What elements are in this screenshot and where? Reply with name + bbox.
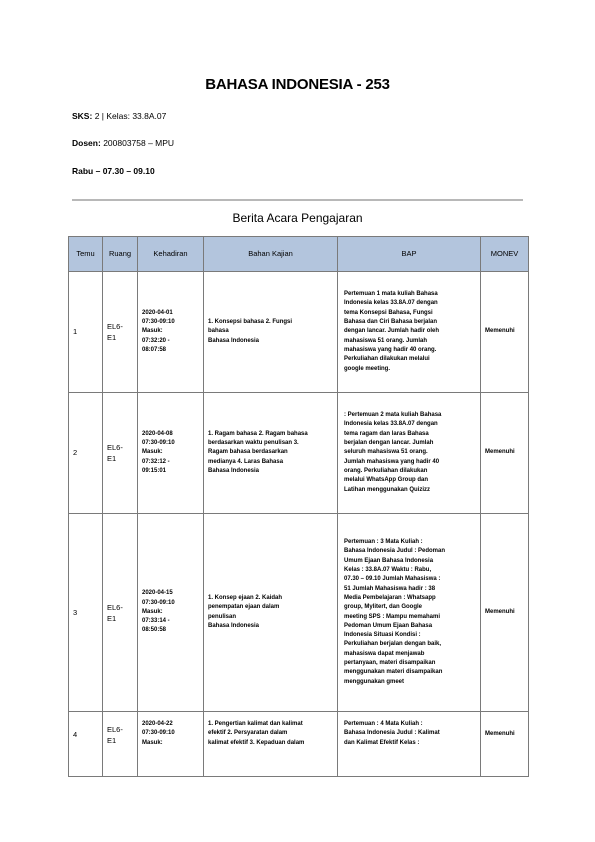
cell-kehadiran: 2020-04-01 07:30-09:10 Masuk: 07:32:20 - 08:07:58 xyxy=(138,272,204,393)
header-bap: BAP xyxy=(338,237,481,272)
cell-bap: Pertemuan : 4 Mata Kuliah : Bahasa Indonesia Judul : Kalimat dan Kalimat Efektif Kelas : xyxy=(338,712,481,777)
header-bahan-kajian: Bahan Kajian xyxy=(204,237,338,272)
cell-ruang: EL6- E1 xyxy=(103,514,138,712)
header-ruang: Ruang xyxy=(103,237,138,272)
cell-ruang: EL6- E1 xyxy=(103,393,138,514)
cell-kehadiran: 2020-04-15 07:30-09:10 Masuk: 07:33:14 - 08:50:58 xyxy=(138,514,204,712)
header-monev: MONEV xyxy=(481,237,529,272)
header-kehadiran: Kehadiran xyxy=(138,237,204,272)
table-row xyxy=(69,514,529,712)
cell-bap: Pertemuan : 3 Mata Kuliah : Bahasa Indonesia Judul : Pedoman Umum Ejaan Bahasa Indonesia Kelas : 33.8A.07 Waktu : Rabu, 07.30 – 09.10 Jumlah Mahasiswa : 51 Jumlah Mahasiswa hadir : 38 Media Pembelajaran : Whatsapp group, Mylitert, dan Google meeting SPS : Mampu memahami Pedoman Umum Ejaan Bahasa Indonesia Situasi Kondisi : Perkuliahan berjalan dengan baik, mahasiswa dapat menjawab pertanyaan, materi disampaikan menggunakan materi disampaikan menggunakan gmeet xyxy=(338,514,481,712)
table-row xyxy=(69,272,529,393)
sks-label: SKS: xyxy=(72,111,93,121)
divider xyxy=(72,199,523,201)
schedule: Rabu – 07.30 – 09.10 xyxy=(72,166,155,176)
cell-bahan-kajian: 1. Konsepsi bahasa 2. Fungsi bahasa Bahasa Indonesia xyxy=(204,272,338,393)
cell-temu: 3 xyxy=(69,514,103,712)
dosen-line xyxy=(72,138,174,148)
cell-temu: 4 xyxy=(69,712,103,777)
bap-table xyxy=(68,236,529,777)
cell-kehadiran: 2020-04-08 07:30-09:10 Masuk: 07:32:12 - 09:15:01 xyxy=(138,393,204,514)
page-title: BAHASA INDONESIA - 253 xyxy=(205,76,390,93)
sks-value: 2 | Kelas: 33.8A.07 xyxy=(94,111,167,121)
cell-monev: Memenuhi xyxy=(481,393,529,514)
cell-bahan-kajian: 1. Pengertian kalimat dan kalimat efektif 2. Persyaratan dalam kalimat efektif 3. Kepaduan dalam xyxy=(204,712,338,777)
table-header-row xyxy=(69,237,529,272)
section-title: Berita Acara Pengajaran xyxy=(232,211,363,225)
cell-monev: Memenuhi xyxy=(481,712,529,777)
table-row xyxy=(69,393,529,514)
dosen-label: Dosen: xyxy=(72,138,101,148)
cell-bap: Pertemuan 1 mata kuliah Bahasa Indonesia kelas 33.8A.07 dengan tema Konsepsi Bahasa, Fungsi Bahasa dan Ciri Bahasa berjalan dengan lancar. Jumlah hadir oleh mahasiswa 51 orang. Jumlah mahasiswa yang hadir 40 orang. Perkuliahan dilakukan melalui google meeting. xyxy=(338,272,481,393)
cell-bahan-kajian: 1. Konsep ejaan 2. Kaidah penempatan ejaan dalam penulisan Bahasa Indonesia xyxy=(204,514,338,712)
cell-kehadiran: 2020-04-22 07:30-09:10 Masuk: xyxy=(138,712,204,777)
cell-bap: : Pertemuan 2 mata kuliah Bahasa Indonesia kelas 33.8A.07 dengan tema ragam dan laras Bahasa berjalan dengan lancar. Jumlah seluruh mahasiswa 51 orang. Jumlah mahasiswa yang hadir 40 orang. Perkuliahan dilakukan melalui WhatsApp Group dan Latihan menggunakan Quizizz xyxy=(338,393,481,514)
cell-monev: Memenuhi xyxy=(481,272,529,393)
table-row xyxy=(69,712,529,777)
cell-temu: 2 xyxy=(69,393,103,514)
cell-temu: 1 xyxy=(69,272,103,393)
header-temu: Temu xyxy=(69,237,103,272)
dosen-value: 200803758 – MPU xyxy=(103,138,175,148)
cell-monev: Memenuhi xyxy=(481,514,529,712)
sks-line xyxy=(72,111,166,121)
cell-bahan-kajian: 1. Ragam bahasa 2. Ragam bahasa berdasarkan waktu penulisan 3. Ragam bahasa berdasarkan medianya 4. Laras Bahasa Bahasa Indonesia xyxy=(204,393,338,514)
cell-ruang: EL6- E1 xyxy=(103,712,138,777)
cell-ruang: EL6- E1 xyxy=(103,272,138,393)
